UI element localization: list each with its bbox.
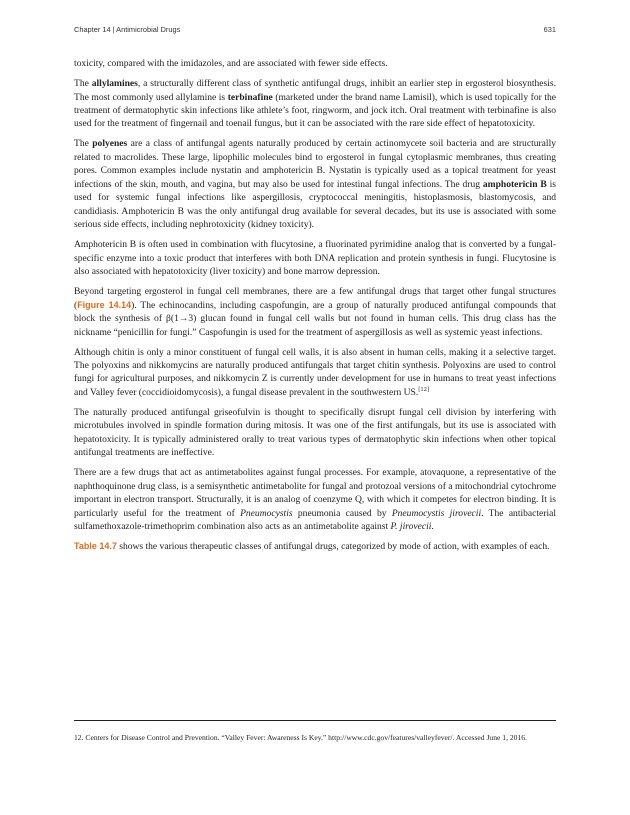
main-content: [74, 57, 556, 560]
paragraph-polyenes: The polyenes are a class of antifungal agents naturally produced by certain actinomycete soil bacteria and are structurally related to macrolides. These large, lipophilic molecules bind to ergosterol in fungal cytoplasmic membranes, thus creating pores. Common examples include nystatin and amphotericin B. Nystatin is typically used as a topical treatment for yeast infections of the skin, mouth, and vagina, but may also be used for intestinal fungal infections. The drug amphotericin B is used for systemic fungal infections like aspergillosis, cryptococcal meningitis, histoplasmosis, blastomycosis, and candidiasis. Amphotericin B was the only antifungal drug available for several decades, but its use is associated with some serious side effects, including nephrotoxicity (kidney toxicity).: [74, 138, 556, 231]
term-polyenes: polyenes: [92, 138, 128, 150]
footnote-12: 12. Centers for Disease Control and Prevention. “Valley Fever: Awareness Is Key.” http://www.cdc.gov/features/valleyfever/. Accessed June 1, 2016.: [74, 733, 527, 742]
paragraph-antimetabolites: There are a few drugs that act as antimetabolites against fungal processes. For example, atovaquone, a representative of the naphthoquinone drug class, is a semisynthetic antimetabolite for fungal and protozoal versions of a mitochondrial cytochrome important in electron transport. Structurally, it is an analog of coenzyme Q, with which it competes for electron binding. It is particularly useful for the treatment of Pneumocystis pneumonia caused by Pneumocystis jirovecii. The antibacterial sulfamethoxazole-trimethoprim combination also acts as an antimetabolite against P. jirovecii.: [74, 467, 556, 533]
paragraph-table-reference: Table 14.7 shows the various therapeutic classes of antifungal drugs, categorized by mode of action, with examples of each.: [74, 541, 550, 553]
footnote-divider: [74, 720, 556, 721]
term-terbinafine: terbinafine: [227, 91, 273, 103]
term-allylamines: allylamines: [91, 78, 138, 90]
paragraph-allylamines: The allylamines, a structurally different class of synthetic antifungal drugs, inhibit an earlier step in ergosterol biosynthesis. The most commonly used allylamine is terbinafine (marketed under the brand name Lamisil), which is used topically for the treatment of dermatophytic skin infections like athlete’s foot, ringworm, and jock itch. Oral treatment with terbinafine is also used for the treatment of fingernail and toenail fungus, but it can be associated with the rare side effect of hepatotoxicity.: [74, 78, 556, 130]
footnote-reference-12[interactable]: [12]: [418, 385, 430, 393]
paragraph-imidazoles-continued: toxicity, compared with the imidazoles, and are associated with fewer side effects.: [74, 58, 388, 69]
table-14-7-link[interactable]: Table 14.7: [74, 541, 117, 552]
figure-14-14-link[interactable]: Figure 14.14: [77, 299, 132, 310]
paragraph-griseofulvin: The naturally produced antifungal griseofulvin is thought to specifically disrupt fungal cell division by interfering with microtubules involved in spindle formation during mitosis. It was one of the first antifungals, but its use is associated with hepatotoxicity. It is typically administered orally to treat various types of dermatophytic skin infections when other topical antifungal treatments are ineffective.: [74, 406, 556, 459]
paragraph-echinocandins: Beyond targeting ergosterol in fungal cell membranes, there are a few antifungal drugs that target other fungal structures (Figure 14.14). The echinocandins, including caspofungin, are a group of naturally produced antifungal compounds that block the synthesis of β(1→3) glucan found in fungal cell walls but not found in human cells. This drug class has the nickname “penicillin for fungi.” Caspofungin is used for the treatment of aspergillosis as well as systemic yeast infections.: [74, 286, 556, 338]
paragraph-chitin: Although chitin is only a minor constituent of fungal cell walls, it is also absent in human cells, making it a selective target. The polyoxins and nikkomycins are naturally produced antifungals that target chitin synthesis. Polyoxins are used to control fungi for agricultural purposes, and nikkomycin Z is currently under development for use in humans to treat yeast infections and Valley fever (coccidioidomycosis), a fungal disease prevalent in the southwestern US.[12]: [74, 346, 556, 398]
term-amphotericin-b: amphotericin B: [482, 178, 547, 190]
page-number: 631: [543, 25, 556, 34]
paragraph-flucytosine: Amphotericin B is often used in combination with flucytosine, a fluorinated pyrimidine analog that is converted by a fungal-specific enzyme into a toxic product that interferes with both DNA replication and protein synthesis in fungi. Flucytosine is also associated with hepatotoxicity (liver toxicity) and bone marrow depression.: [74, 239, 556, 278]
chapter-title: Chapter 14 | Antimicrobial Drugs: [74, 25, 181, 34]
